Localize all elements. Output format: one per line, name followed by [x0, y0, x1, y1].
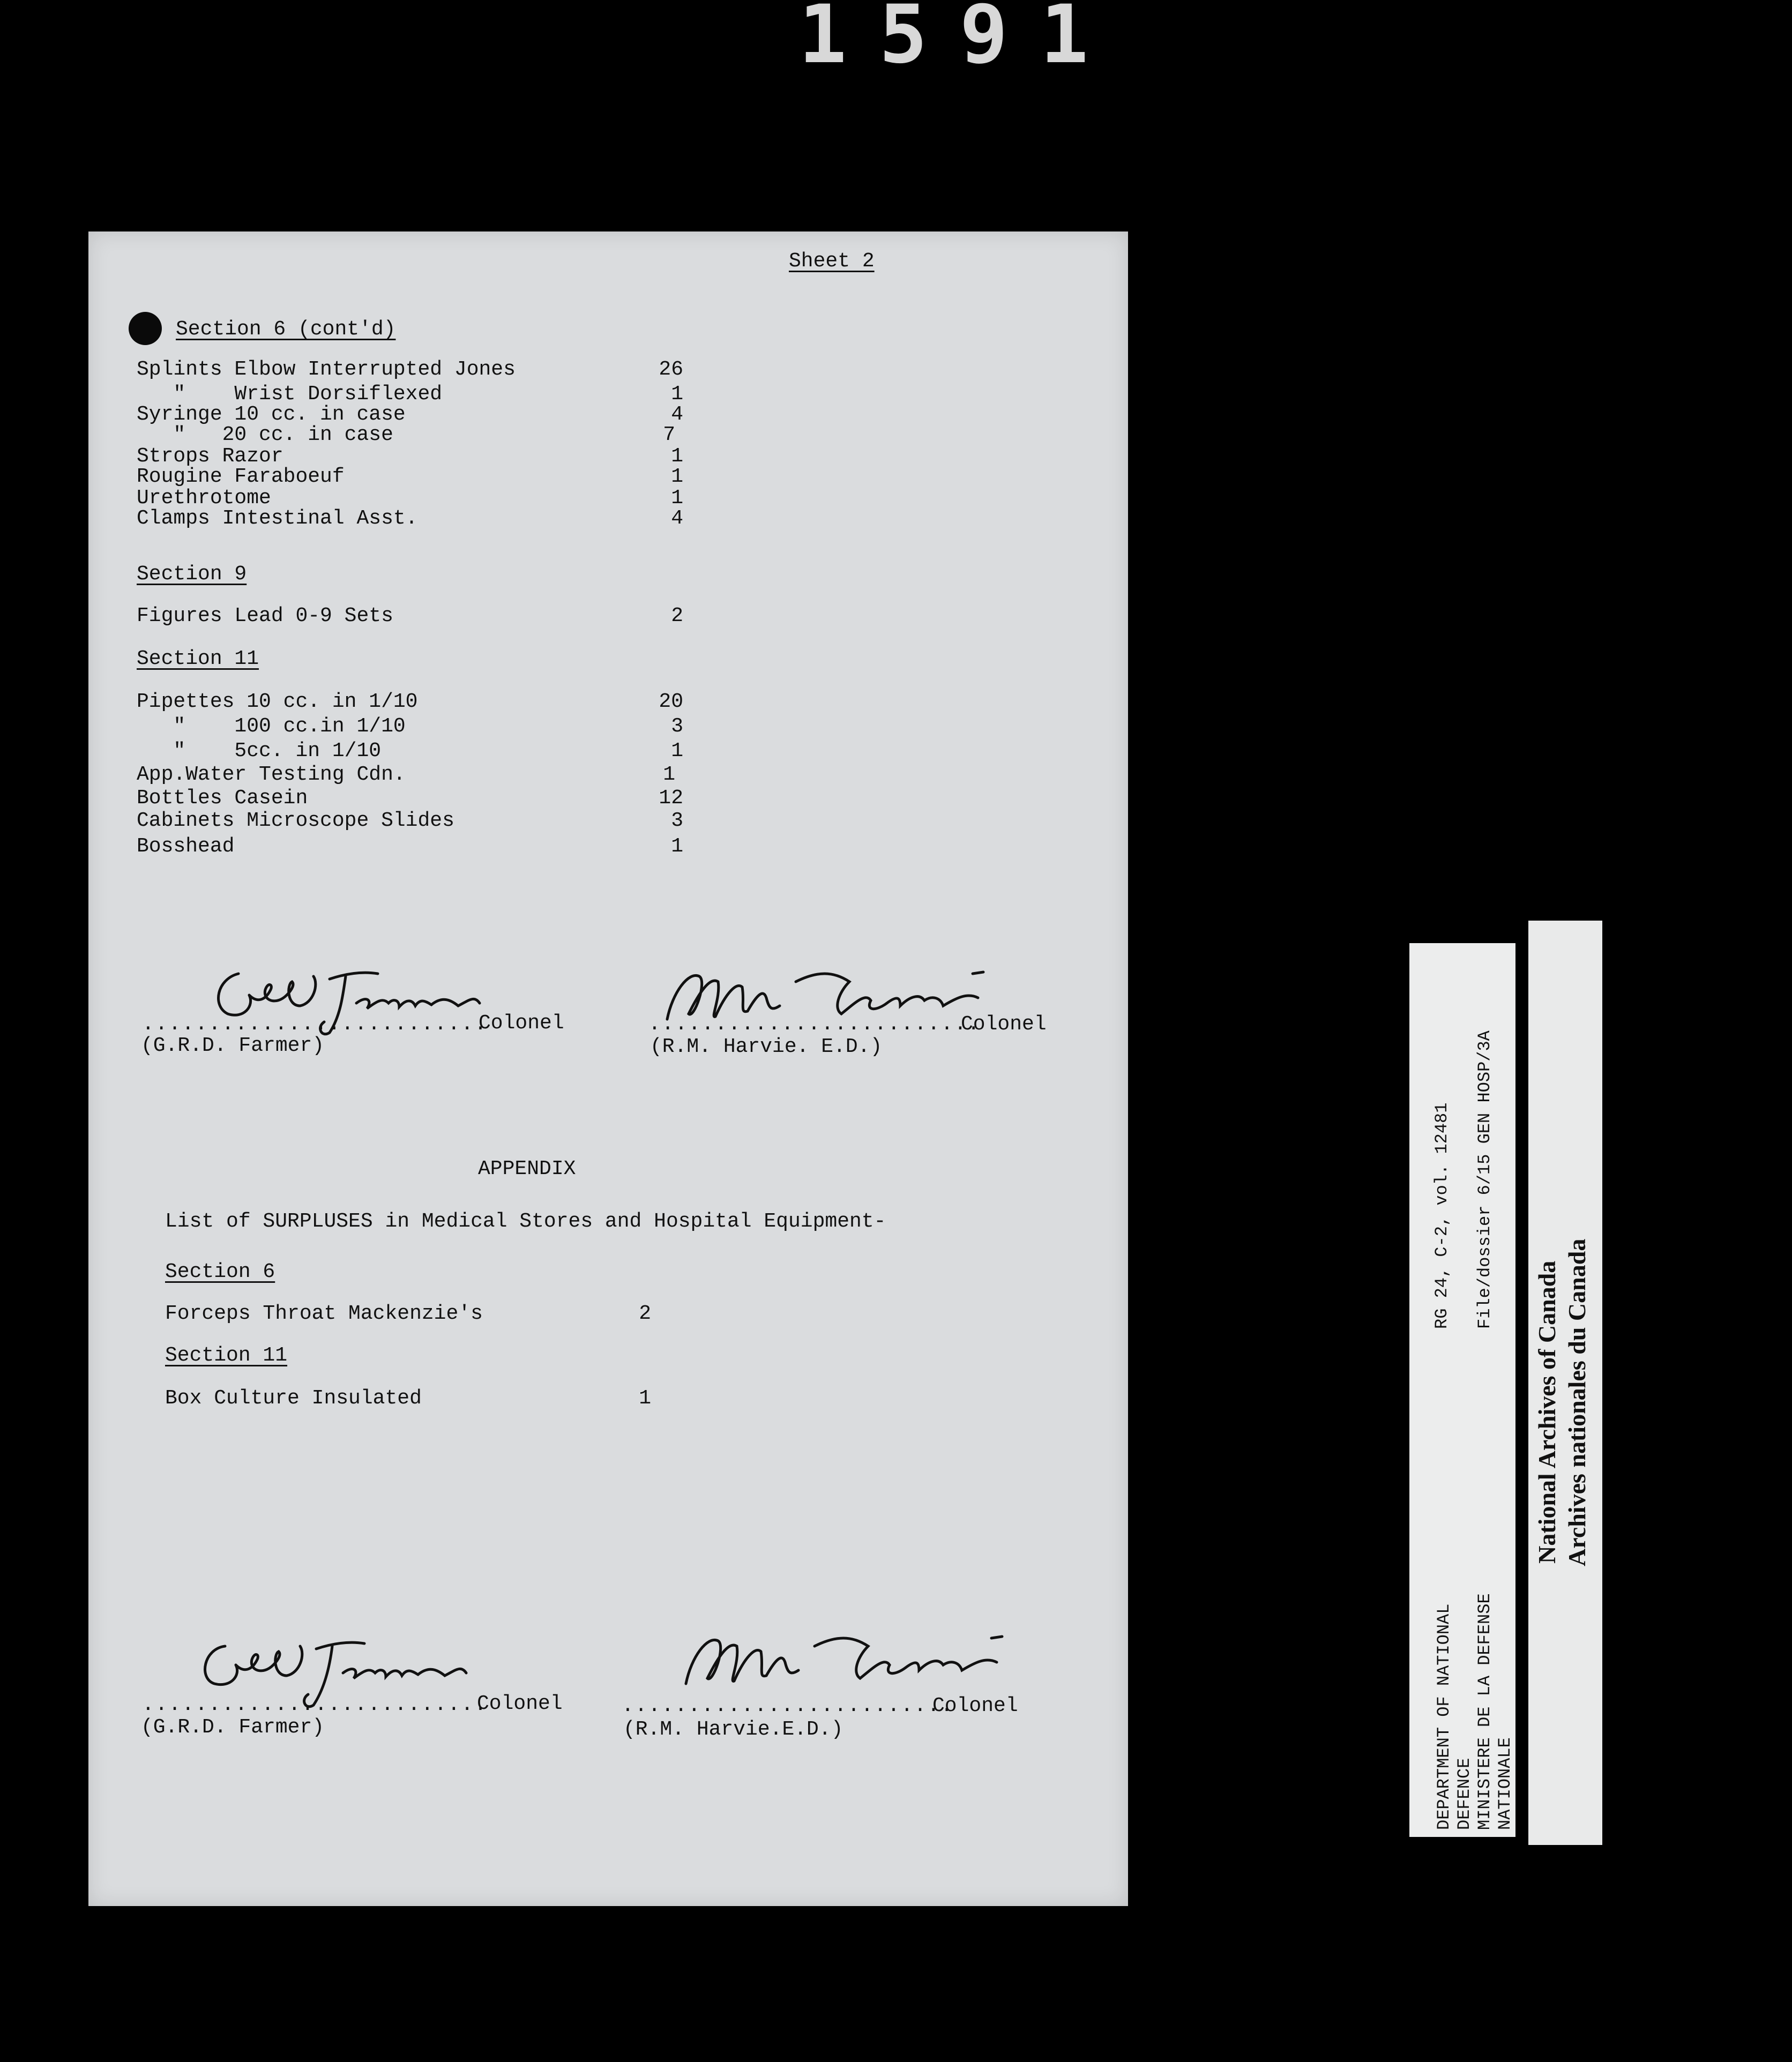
section-9-heading: Section 9	[137, 563, 247, 586]
signatory-name: (G.R.D. Farmer)	[141, 1034, 325, 1057]
rank-label: Colonel	[932, 1694, 1018, 1717]
list-item-qty: 3	[671, 715, 683, 738]
signatory-name: (R.M. Harvie. E.D.)	[650, 1035, 883, 1058]
list-item: " 100 cc.in 1/10	[137, 715, 406, 738]
list-item: Rougine Faraboeuf	[137, 465, 345, 488]
department-line-4: NATIONALE	[1495, 1737, 1515, 1830]
list-item-qty: 1	[671, 487, 683, 510]
list-item: Pipettes 10 cc. in 1/10	[137, 690, 418, 713]
signatory-name: (R.M. Harvie.E.D.)	[623, 1718, 843, 1741]
signature-line: .........................	[622, 1694, 954, 1717]
list-item: " Wrist Dorsiflexed	[137, 383, 443, 406]
list-item-qty: 7	[663, 423, 675, 446]
frame-number: 1591	[798, 0, 1121, 81]
department-line-3: MINISTERE DE LA DEFENSE	[1475, 1593, 1495, 1830]
list-item: Syringe 10 cc. in case	[137, 403, 406, 426]
national-archives-card	[1528, 921, 1602, 1845]
signature-line: .........................	[648, 1013, 981, 1036]
list-item-qty: 20	[659, 690, 683, 713]
list-item-qty: 12	[659, 787, 683, 810]
list-item: Box Culture Insulated	[165, 1387, 422, 1410]
signature-line: ..........................	[142, 1013, 488, 1036]
list-item-qty: 26	[659, 358, 683, 381]
list-item: " 20 cc. in case	[137, 423, 393, 446]
signature-line: ..........................	[142, 1693, 488, 1716]
reference-line-1: RG 24, C-2, vol. 12481	[1432, 1102, 1452, 1329]
list-item-qty: 1	[639, 1387, 651, 1410]
reference-line-2: File/dossier 6/15 GEN HOSP/3A	[1475, 1030, 1495, 1329]
appendix-intro: List of SURPLUSES in Medical Stores and Hospital Equipment-	[165, 1210, 886, 1233]
list-item-qty: 4	[671, 507, 683, 530]
list-item-qty: 1	[671, 739, 683, 763]
list-item-qty: 2	[639, 1302, 651, 1325]
list-item: Splints Elbow Interrupted Jones	[137, 358, 516, 381]
appendix-section-6-heading: Section 6	[165, 1260, 275, 1283]
rank-label: Colonel	[477, 1692, 563, 1715]
list-item: Bottles Casein	[137, 787, 308, 810]
list-item: Urethrotome	[137, 487, 271, 510]
national-archives-fr: Archives nationales du Canada	[1563, 1238, 1591, 1566]
archive-reference-card	[1409, 943, 1515, 1837]
list-item: Bosshead	[137, 835, 235, 858]
list-item-qty: 2	[671, 604, 683, 627]
list-item: Cabinets Microscope Slides	[137, 809, 454, 832]
list-item-qty: 1	[671, 383, 683, 406]
section-11-heading: Section 11	[137, 647, 259, 670]
appendix-title: APPENDIX	[478, 1157, 576, 1181]
list-item: Figures Lead 0-9 Sets	[137, 604, 393, 627]
department-line-1: DEPARTMENT OF NATIONAL	[1434, 1603, 1454, 1830]
list-item-qty: 4	[671, 403, 683, 426]
list-item: Strops Razor	[137, 445, 283, 468]
appendix-section-11-heading: Section 11	[165, 1344, 288, 1367]
rank-label: Colonel	[479, 1012, 564, 1035]
list-item-qty: 1	[671, 835, 683, 858]
document-sheet	[88, 231, 1128, 1906]
list-item: " 5cc. in 1/10	[137, 739, 382, 763]
list-item-qty: 3	[671, 809, 683, 832]
signatory-name: (G.R.D. Farmer)	[141, 1716, 325, 1739]
sheet-label: Sheet 2	[789, 250, 875, 273]
list-item: Clamps Intestinal Asst.	[137, 507, 418, 530]
rank-label: Colonel	[961, 1013, 1047, 1036]
signature-harvie	[675, 1625, 1018, 1697]
section-6-cont-heading: Section 6 (cont'd)	[176, 318, 396, 341]
punch-hole	[129, 312, 162, 345]
list-item-qty: 1	[663, 763, 675, 786]
list-item: Forceps Throat Mackenzie's	[165, 1302, 483, 1325]
list-item: App.Water Testing Cdn.	[137, 763, 406, 786]
list-item-qty: 1	[671, 465, 683, 488]
department-line-2: DEFENCE	[1454, 1758, 1474, 1830]
national-archives-en: National Archives of Canada	[1533, 1260, 1560, 1564]
list-item-qty: 1	[671, 445, 683, 468]
